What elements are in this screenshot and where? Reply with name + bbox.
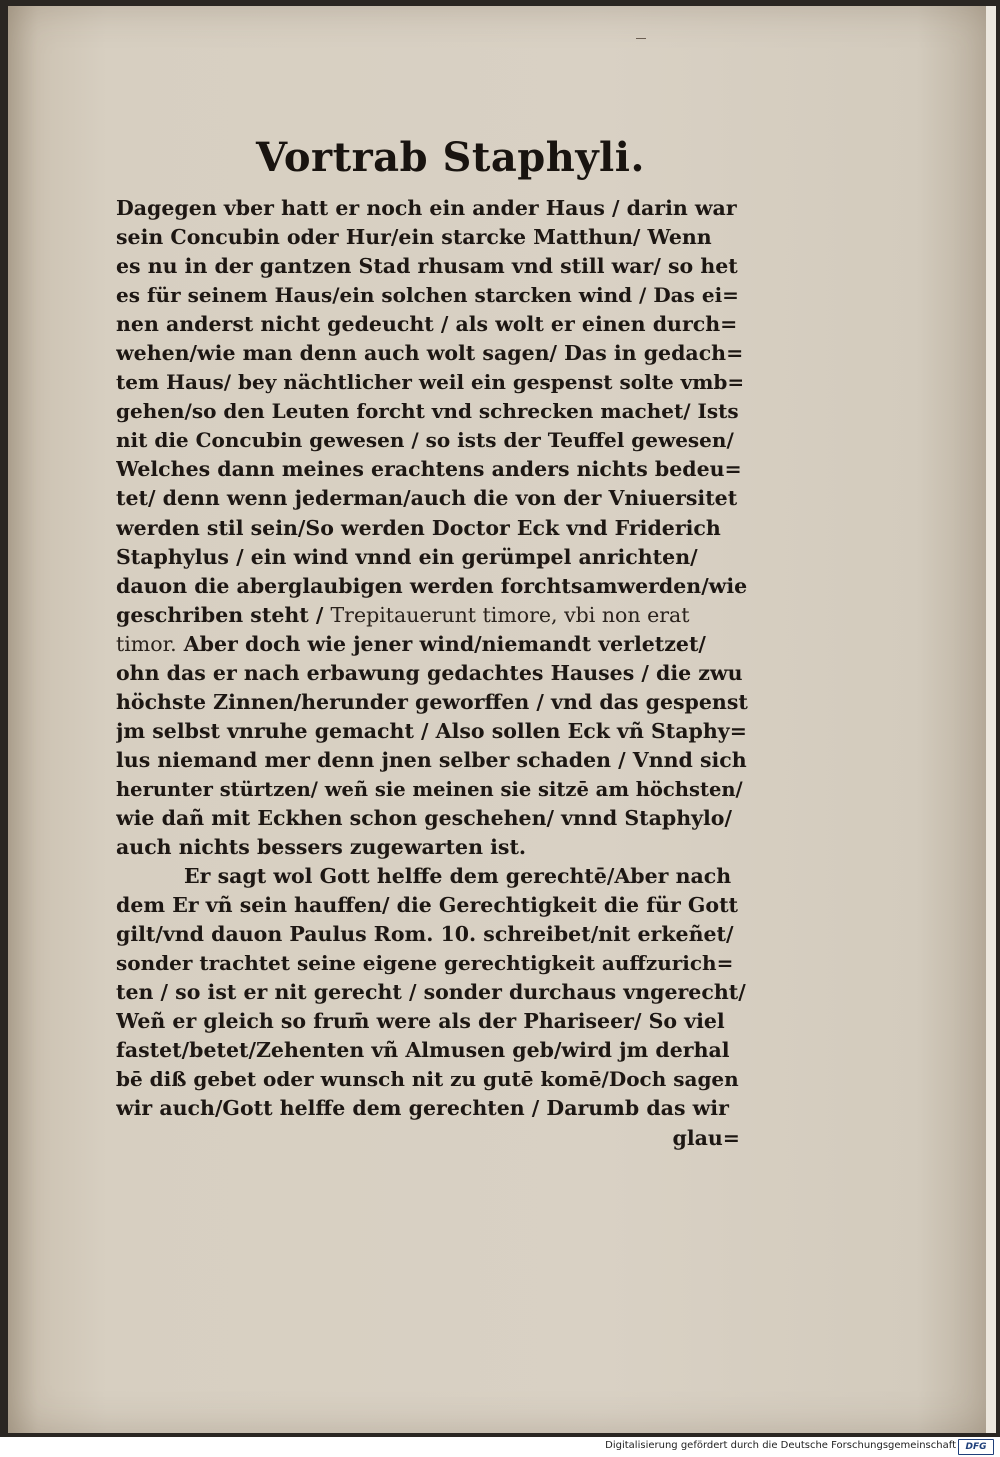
text-line: lus niemand mer denn jnen selber schaden / Vnnd sich bbox=[116, 747, 747, 772]
text-line: bē diß gebet oder wunsch nit zu gutē komē/Doch sagen bbox=[116, 1067, 739, 1092]
text-line: Er sagt wol Gott helffe dem gerechtē/Aber nach bbox=[184, 864, 732, 889]
text-line: wehen/wie man denn auch wolt sagen/ Das in gedach= bbox=[116, 341, 744, 366]
text-line: tet/ denn wenn jederman/auch die von der Vniuersitet bbox=[116, 486, 738, 511]
text-line: herunter stürtzen/ weñ sie meinen sie sitzē am höchsten/ bbox=[116, 777, 743, 801]
text-line: sonder trachtet seine eigene gerechtigkeit auffzurich= bbox=[116, 951, 734, 976]
text-line: Weñ er gleich so frum̄ were als der Phariseer/ So viel bbox=[116, 1009, 725, 1034]
text-line: jm selbst vnruhe gemacht / Also sollen Eck vñ Staphy= bbox=[116, 718, 747, 743]
latin-quotation: timor. bbox=[116, 631, 177, 656]
text-line: geschriben steht / Trepitauerunt timore, vbi non erat bbox=[116, 602, 690, 627]
text-line: timor. Aber doch wie jener wind/niemandt verletzet/ bbox=[116, 631, 706, 656]
dfg-logo: DFG bbox=[958, 1439, 994, 1455]
text-line: werden stil sein/So werden Doctor Eck vnd Friderich bbox=[116, 515, 721, 540]
text-line: sein Concubin oder Hur/ein starcke Matthun/ Wenn bbox=[116, 225, 712, 250]
text-line: Dagegen vber hatt er noch ein ander Haus / darin war bbox=[116, 196, 737, 220]
text-line: ohn das er nach erbawung gedachtes Hauses / die zwu bbox=[116, 660, 743, 685]
text-line: gehen/so den Leuten forcht vnd schrecken machet/ Ists bbox=[116, 399, 739, 424]
text-line: tem Haus/ bey nächtlicher weil ein gespenst solte vmb= bbox=[116, 370, 745, 395]
funding-credit: Digitalisierung gefördert durch die Deutsche Forschungsgemeinschaft bbox=[605, 1440, 956, 1451]
text-line: nen anderst nicht gedeucht / als wolt er einen durch= bbox=[116, 312, 738, 337]
text-line: es für seinem Haus/ein solchen starcken wind / Das ei= bbox=[116, 283, 739, 308]
text-line: wir auch/Gott helffe dem gerechten / Darumb das wir bbox=[116, 1096, 729, 1121]
text-line: fastet/betet/Zehenten vñ Almusen geb/wird jm derhal bbox=[116, 1038, 730, 1063]
running-head: Vortrab Staphyli. bbox=[256, 134, 645, 181]
text-line: nit die Concubin gewesen / so ists der Teuffel gewesen/ bbox=[116, 428, 734, 453]
text-line: gilt/vnd dauon Paulus Rom. 10. schreibet/nit erkeñet/ bbox=[116, 922, 734, 947]
text-line: Staphylus / ein wind vnnd ein gerümpel anrichten/ bbox=[116, 544, 698, 569]
latin-quotation: Trepitauerunt timore, vbi non erat bbox=[330, 602, 690, 627]
text-line: dauon die aberglaubigen werden forchtsamwerden/wie bbox=[116, 573, 748, 598]
digitization-footer bbox=[0, 1437, 1000, 1457]
text-line: auch nichts bessers zugewarten ist. bbox=[116, 835, 527, 860]
text-line: Welches dann meines erachtens anders nichts bedeu= bbox=[116, 457, 742, 482]
body-text bbox=[116, 194, 748, 1153]
text-line: wie dañ mit Eckhen schon geschehen/ vnnd Staphylo/ bbox=[116, 805, 732, 830]
text-line: ten / so ist er nit gerecht / sonder durchaus vngerecht/ bbox=[116, 980, 746, 1005]
text-line: höchste Zinnen/herunder geworffen / vnd das gespenst bbox=[116, 689, 748, 714]
page-mark bbox=[636, 38, 646, 39]
text-line: es nu in der gantzen Stad rhusam vnd still war/ so het bbox=[116, 254, 738, 279]
book-page bbox=[8, 6, 996, 1433]
text-line: dem Er vñ sein hauffen/ die Gerechtigkeit die für Gott bbox=[116, 893, 739, 918]
page-edge bbox=[986, 6, 996, 1433]
catchword: glau= bbox=[672, 1125, 740, 1150]
